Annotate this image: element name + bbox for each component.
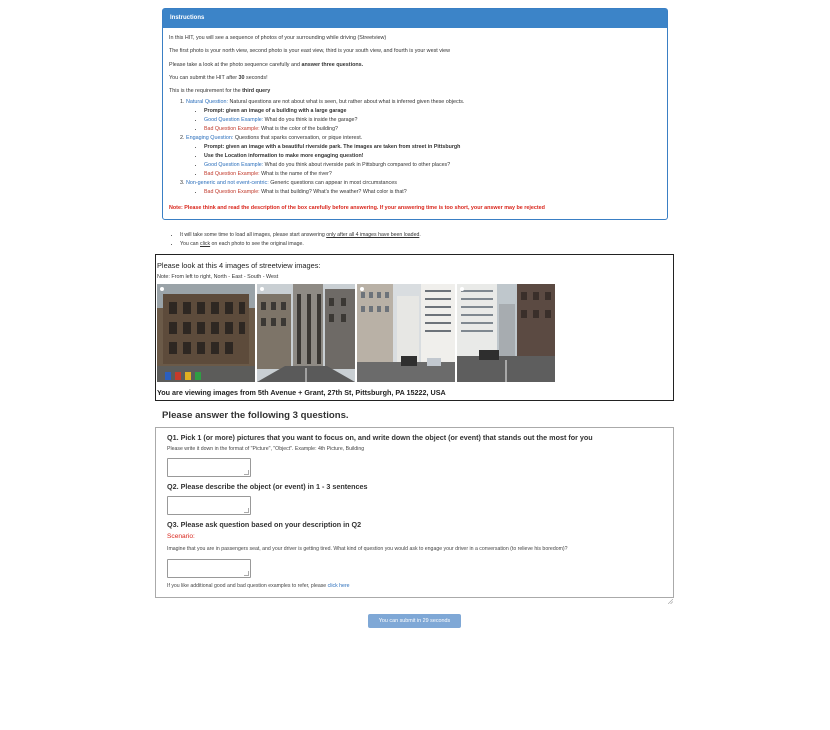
example-text: What do you think about riverside park in Pittsburgh compared to other places?: [263, 162, 451, 169]
prompt-label: Prompt: given an image of a building with a large garage: [204, 108, 347, 115]
example-list: [186, 143, 661, 179]
q3-label: Q3. Please ask question based on your description in Q2: [167, 520, 362, 529]
submit-button[interactable]: You can submit in 29 seconds: [368, 614, 461, 628]
photo-south[interactable]: [357, 284, 455, 382]
scenario-text: Imagine that you are in passengers seat, and your driver is getting tired. What kind of question you would ask to engage your driver in a conversation (to relieve his boredom)?: [167, 546, 568, 552]
bad-example-label: Bad Question Example:: [204, 170, 260, 177]
q3-textarea[interactable]: [167, 559, 251, 578]
example-item: [204, 170, 661, 179]
streetview-title: Please look at this 4 images of streetview images:: [157, 261, 321, 270]
photo-west[interactable]: [457, 284, 555, 382]
instructions-header: Instructions: [163, 9, 667, 28]
questions-form: [155, 427, 674, 598]
bad-example-label: Bad Question Example:: [204, 188, 260, 195]
tips-list: [174, 231, 421, 249]
example-item: [204, 116, 661, 125]
click-here-link[interactable]: click here: [327, 583, 350, 589]
requirement-title: Natural Question:: [186, 99, 228, 106]
example-text: What do you think is inside the garage?: [263, 117, 358, 124]
requirement-list: [169, 98, 661, 196]
instruction-line: In this HIT, you will see a sequence of photos of your surrounding while driving (Streetview): [169, 35, 387, 41]
requirement-item: [186, 98, 661, 134]
prompt-label: Use the Location information to make more engaging question!: [204, 153, 364, 160]
example-item: [204, 143, 661, 152]
scenario-label: Scenario:: [167, 533, 195, 540]
example-list: [186, 188, 661, 197]
good-example-label: Good Question Example:: [204, 117, 264, 124]
photo-strip: [157, 284, 555, 382]
photo-east[interactable]: [257, 284, 355, 382]
requirement-title: Engaging Question:: [186, 135, 234, 142]
questions-heading: Please answer the following 3 questions.: [162, 410, 349, 421]
instruction-line: This is the requirement for the third query: [169, 88, 271, 95]
requirement-item: [186, 134, 661, 179]
requirement-item: [186, 179, 661, 197]
example-text: What is the color of the building?: [259, 126, 338, 133]
example-item: [204, 161, 661, 170]
location-text: You are viewing images from 5th Avenue + Grant, 27th St, Pittsburgh, PA 15222, USA: [157, 388, 446, 397]
example-list: [186, 107, 661, 134]
instruction-line: Please take a look at the photo sequence carefully and answer three questions.: [169, 61, 364, 68]
instructions-body: [163, 28, 667, 219]
streetview-box: [155, 254, 674, 401]
example-item: [204, 188, 661, 197]
tip-load: • It will take some time to load all images, please start answering only after all 4 images have been loaded.: [180, 231, 421, 240]
example-text: What is that building? What's the weather? What color is that?: [259, 188, 407, 195]
requirement-title: Non-generic and not event-centric:: [186, 179, 269, 186]
requirement-desc: Natural questions are not about what is seen, but rather about what is inferred given these objects.: [227, 99, 465, 106]
warning-note: Note: Please think and read the description of the box carefully before answering. If your answering time is too short, your answer may be rejected: [169, 204, 545, 211]
example-item: [204, 152, 661, 161]
resize-grip-icon[interactable]: [668, 599, 673, 604]
requirement-desc: Questions that sparks conversation, or pique interest.: [233, 135, 363, 142]
more-examples-text: If you like additional good and bad question examples to refer, please click here: [167, 583, 350, 589]
tip-click: • You can click on each photo to see the original image.: [180, 240, 421, 249]
example-text: What is the name of the river?: [259, 170, 332, 177]
prompt-label: Prompt: given an image with a beautiful riverside park. The images are taken from street in Pittsburgh: [204, 144, 461, 151]
instruction-line: The first photo is your north view, second photo is your east view, third is your south view, and fourth is your west view: [169, 48, 451, 55]
q1-hint: Please write it down in the format of "Picture", "Object". Example: 4th Picture, Building: [167, 446, 365, 452]
requirement-desc: Generic questions can appear in most circumstances: [268, 179, 397, 186]
streetview-note: Note: From left to right, North - East - South - West: [157, 274, 279, 280]
q2-label: Q2. Please describe the object (or event) in 1 - 3 sentences: [167, 482, 368, 491]
instruction-line: You can submit the HIT after 30 seconds!: [169, 74, 268, 81]
q1-label: Q1. Pick 1 (or more) pictures that you want to focus on, and write down the object (or event) that stands out the most for you: [167, 433, 593, 442]
example-item: [204, 125, 661, 134]
instructions-panel: [162, 8, 668, 220]
good-example-label: Good Question Example:: [204, 162, 264, 169]
example-item: [204, 107, 661, 116]
q2-textarea[interactable]: [167, 496, 251, 515]
q1-textarea[interactable]: [167, 458, 251, 477]
bad-example-label: Bad Question Example:: [204, 126, 260, 133]
photo-north[interactable]: [157, 284, 255, 382]
